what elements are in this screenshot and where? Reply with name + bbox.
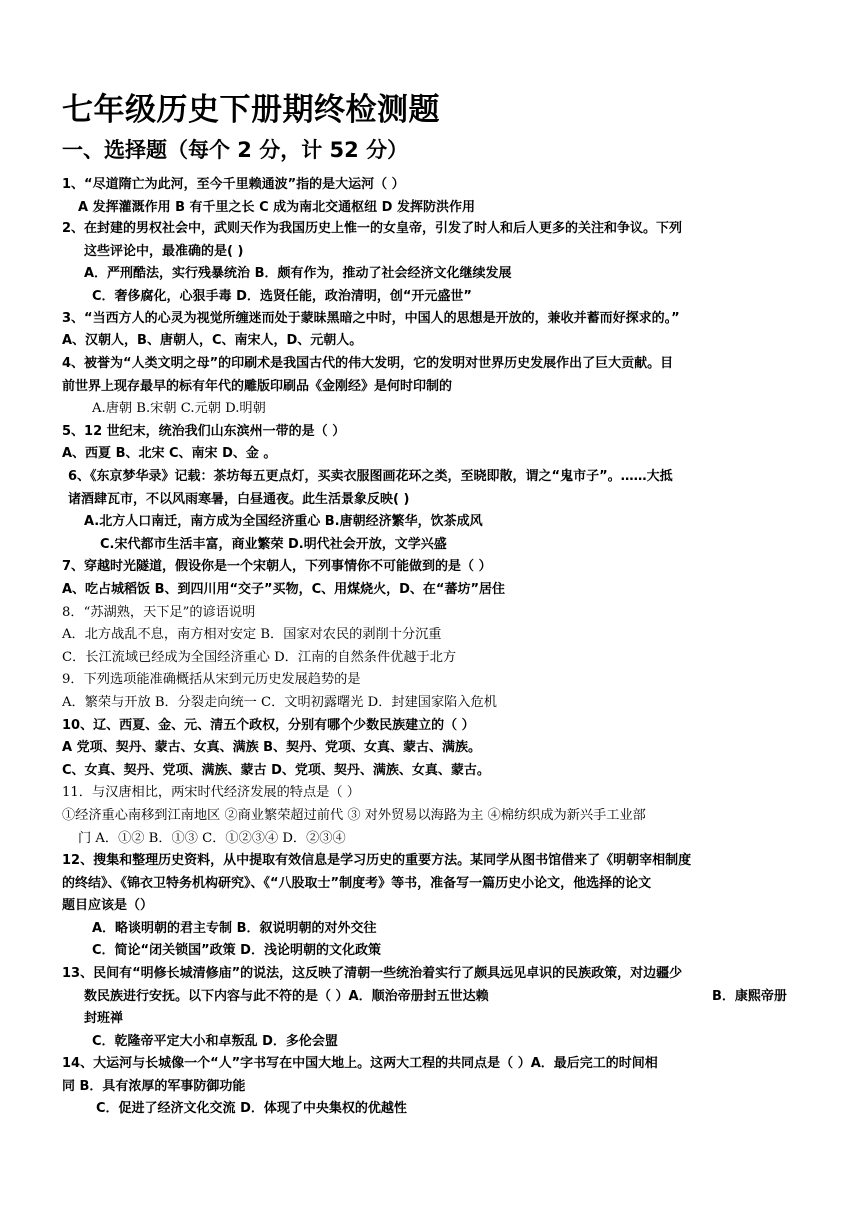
question-3-options: A、汉朝人，B、唐朝人，C、南宋人，D、元朝人。	[62, 333, 363, 348]
page-title: 七年级历史下册期终检测题	[62, 92, 440, 128]
question-8-options-ab: A．北方战乱不息，南方相对安定 B．国家对农民的剥削十分沉重	[62, 627, 442, 642]
question-1-options: A 发挥灌溉作用 B 有千里之长 C 成为南北交通枢纽 D 发挥防洪作用	[78, 200, 475, 215]
question-2-options-cd: C．奢侈腐化，心狠手毒 D．选贤任能，政治清明，创“开元盛世”	[92, 289, 472, 304]
question-12-options-cd: C．简论“闭关锁国”政策 D．浅论明朝的文化政策	[92, 943, 381, 958]
question-9: 9．下列选项能准确概括从宋到元历史发展趋势的是	[62, 672, 361, 687]
question-7-options: A、吃占城稻饭 B、到四川用“交子”买物，C、用煤烧火，D、在“蕃坊”居住	[62, 582, 506, 597]
question-4: 4、被誉为“人类文明之母”的印刷术是我国古代的伟大发明，它的发明对世界历史发展作出了巨大贡献。目	[62, 356, 674, 371]
question-6: 6、《东京梦华录》记载：茶坊每五更点灯，买卖衣服图画花环之类，至晓即散，谓之“鬼市子”。……大抵	[68, 469, 673, 484]
question-10-options-cd: C、女真、契丹、党项、满族、蒙古 D、党项、契丹、满族、女真、蒙古。	[62, 763, 490, 778]
question-8: 8．“苏湖熟，天下足”的谚语说明	[62, 605, 256, 620]
question-13-option-b-cont: 封班禅	[84, 1011, 124, 1026]
question-4-cont: 前世界上现存最早的标有年代的雕版印刷品《金刚经》是何时印制的	[62, 379, 453, 394]
question-10: 10、辽、西夏、金、元、清五个政权，分别有哪个少数民族建立的（ ）	[62, 718, 475, 733]
section-heading: 一、选择题（每个 2 分，计 52 分）	[62, 138, 409, 162]
question-14-options-cd: C．促进了经济文化交流 D．体现了中央集权的优越性	[96, 1101, 407, 1116]
question-3: 3、“当西方人的心灵为视觉所缠迷而处于蒙昧黑暗之中时，中国人的思想是开放的，兼收并蓄而好探求的。”	[62, 311, 680, 326]
question-10-options-ab: A 党项、契丹、蒙古、女真、满族 B、契丹、党项、女真、蒙古、满族。	[62, 740, 482, 755]
question-2-options-ab: A．严刑酷法，实行残暴统治 B．颇有作为，推动了社会经济文化继续发展	[84, 266, 512, 281]
question-13-options-cd: C．乾隆帝平定大小和卓叛乱 D．多伦会盟	[92, 1034, 338, 1049]
question-6-options-cd: C.宋代都市生活丰富，商业繁荣 D.明代社会开放，文学兴盛	[100, 537, 447, 552]
question-11-options: 门 A．①② B．①③ C．①②③④ D．②③④	[78, 831, 346, 846]
question-7: 7、穿越时光隧道，假设你是一个宋朝人，下列事情你不可能做到的是（ ）	[62, 559, 492, 574]
question-5: 5、12 世纪末，统治我们山东滨州一带的是（ ）	[62, 424, 346, 439]
question-1: 1、“尽道隋亡为此河，至今千里赖通波”指的是大运河（ ）	[62, 177, 405, 192]
question-2: 2、在封建的男权社会中，武则天作为我国历史上惟一的女皇帝，引发了时人和后人更多的关注和争议。下列	[62, 221, 683, 236]
question-13-cont: 数民族进行安抚。以下内容与此不符的是（ ）A．顺治帝册封五世达赖	[84, 989, 489, 1004]
question-12: 12、搜集和整理历史资料，从中提取有效信息是学习历史的重要方法。某同学从图书馆借来了《明朝宰相制度	[62, 853, 692, 868]
question-14-cont: 同 B．具有浓厚的军事防御功能	[62, 1079, 246, 1094]
question-4-options: A.唐朝 B.宋朝 C.元朝 D.明朝	[92, 401, 266, 416]
question-5-options: A、西夏 B、北宋 C、南宋 D、金 。	[62, 446, 277, 461]
question-8-options-cd: C．长江流域已经成为全国经济重心 D．江南的自然条件优越于北方	[62, 650, 457, 665]
question-11: 11．与汉唐相比，两宋时代经济发展的特点是（ ）	[62, 785, 360, 800]
question-12-cont: 的终结》、《锦衣卫特务机构研究》、《“八股取士”制度考》等书，准备写一篇历史小论文，他选择的论文	[62, 876, 652, 891]
question-13: 13、民间有“明修长城清修庙”的说法，这反映了清朝一些统治着实行了颇具远见卓识的民族政策，对边疆少	[62, 966, 683, 981]
question-9-options: A．繁荣与开放 B．分裂走向统一 C．文明初露曙光 D．封建国家陷入危机	[62, 695, 497, 710]
question-2-cont: 这些评论中，最准确的是( )	[84, 244, 244, 259]
question-6-cont: 诸酒肆瓦市，不以风雨寒暑，白昼通夜。此生活景象反映( )	[68, 492, 410, 507]
question-6-options-ab: A.北方人口南迁，南方成为全国经济重心 B.唐朝经济繁华，饮茶成风	[84, 514, 483, 529]
question-14: 14、大运河与长城像一个“人”字书写在中国大地上。这两大工程的共同点是（ ）A．最后完工的时间相	[62, 1056, 658, 1071]
question-12-cont2: 题目应该是（）	[62, 898, 154, 913]
question-13-option-b: B．康熙帝册	[712, 989, 787, 1004]
question-11-statements: ①经济重心南移到江南地区 ②商业繁荣超过前代 ③ 对外贸易以海路为主 ④棉纺织成为新兴手工业部	[62, 808, 646, 823]
question-12-options-ab: A．略谈明朝的君主专制 B．叙说明朝的对外交往	[92, 921, 377, 936]
